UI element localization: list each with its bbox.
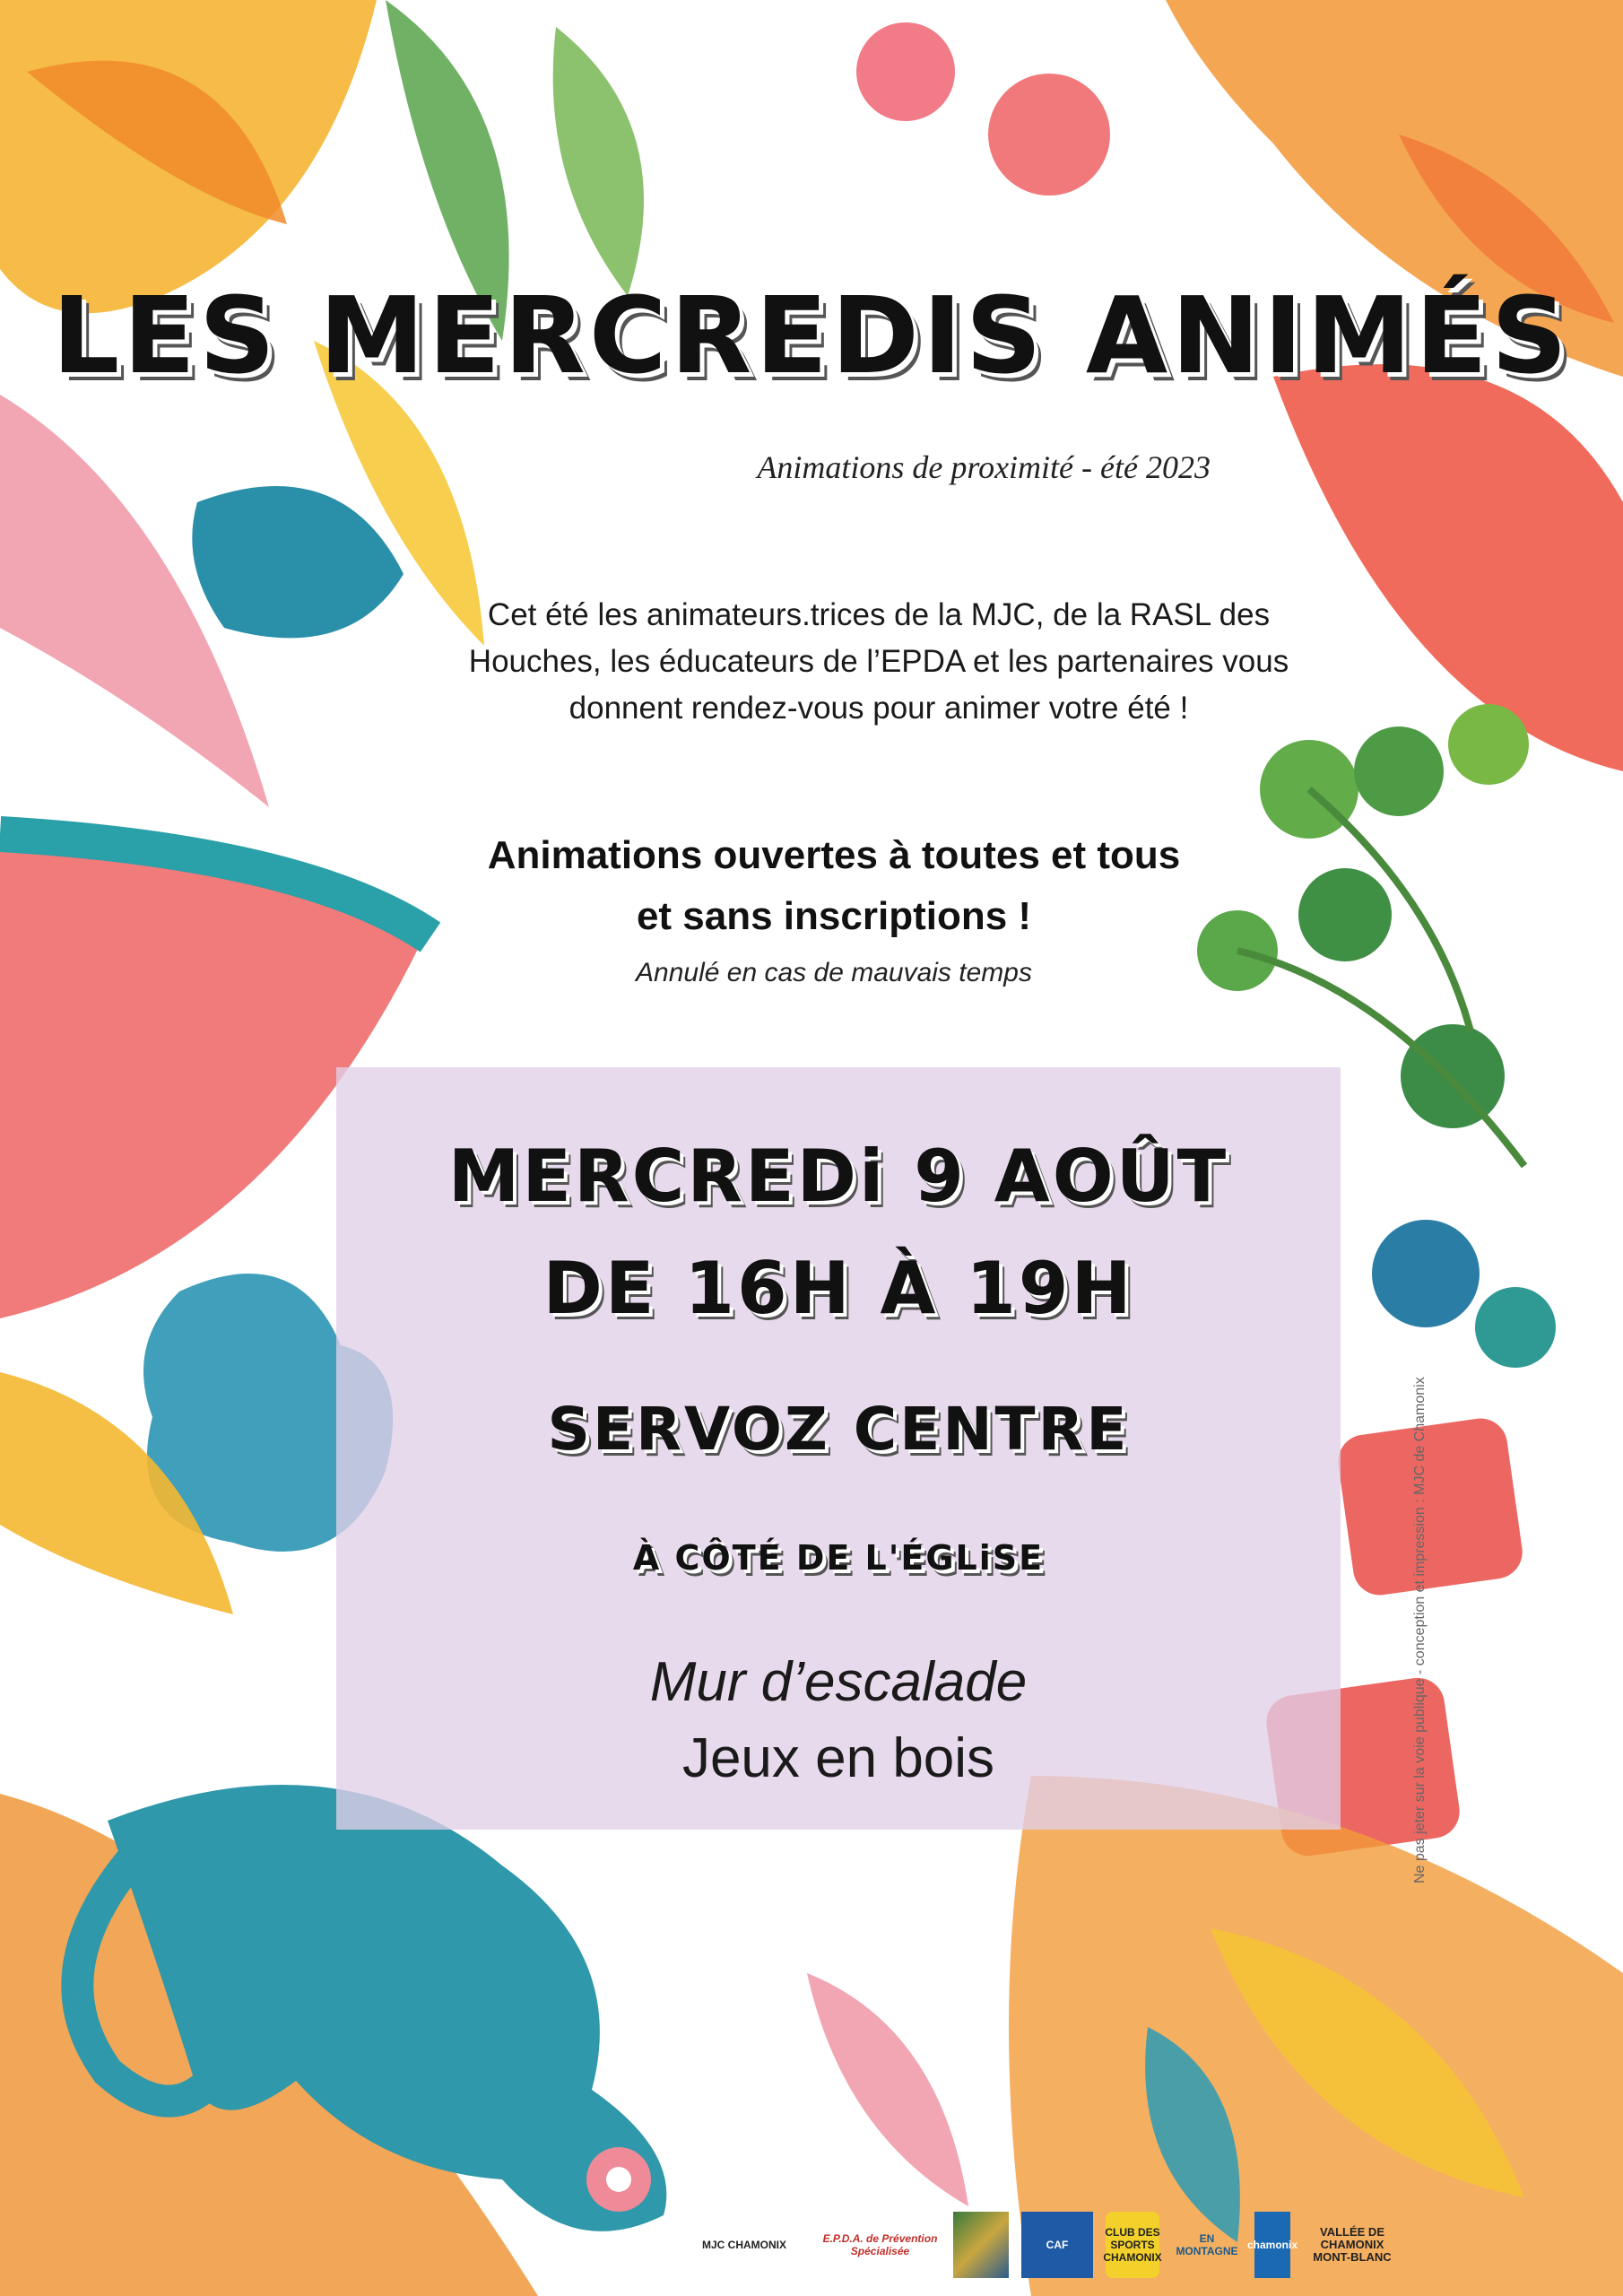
pink-leaf-bottom-mid xyxy=(807,1973,968,2206)
green-leaf-top-2 xyxy=(553,27,644,296)
page-title: LES MERCREDIS ANIMÉS xyxy=(52,274,1571,397)
activity-climbing-wall: Mur d’escalade xyxy=(649,1651,1028,1713)
event-time: DE 16H À 19H xyxy=(542,1247,1134,1330)
blue-berry-2 xyxy=(1475,1287,1556,1368)
en-montagne-logo: EN MONTAGNE xyxy=(1176,2232,1238,2257)
chameleon-pupil xyxy=(606,2167,631,2192)
caf-logo: CAF xyxy=(1021,2212,1093,2278)
open-line-2: et sans inscriptions ! xyxy=(636,894,1032,938)
intro-paragraph: Cet été les animateurs.trices de la MJC, de la RASL des Houches, les éducateurs de l’EPDA et les partenaires vous donnent rendez-vous pour animer votre été ! xyxy=(468,597,1289,726)
teal-leaf-top-left xyxy=(192,486,404,638)
subtitle: Animations de proximité - été 2023 xyxy=(757,449,1211,485)
green-leaf-ball-6 xyxy=(1448,704,1529,785)
photo-logo xyxy=(953,2212,1009,2278)
chamonix-logo: chamonix xyxy=(1254,2212,1290,2278)
cancel-note: Annulé en cas de mauvais temps xyxy=(636,958,1032,987)
green-leaf-ball-5 xyxy=(1401,1024,1505,1128)
mjc-logo: MJC CHAMONIX xyxy=(701,2239,786,2251)
print-credit: Ne pas jeter sur la voie publique - conception et impression : MJC de Chamonix xyxy=(1412,1377,1428,1883)
open-line-1: Animations ouvertes à toutes et tous xyxy=(487,833,1181,877)
cherry-left xyxy=(856,22,955,121)
red-leaf-right xyxy=(1273,364,1623,771)
open-to-all-text xyxy=(341,825,1327,947)
epda-logo: E.P.D.A. de Prévention Spécialisée xyxy=(822,2232,938,2257)
sunglasses-top xyxy=(1334,1415,1525,1599)
event-date: MERCREDi 9 AOÛT xyxy=(447,1135,1229,1218)
green-leaf-ball-2 xyxy=(1354,726,1444,816)
club-des-sports-logo: CLUB DES SPORTS CHAMONIX xyxy=(1106,2212,1159,2278)
event-place-detail: À CÔTÉ DE L'ÉGLiSE xyxy=(632,1538,1045,1578)
event-place: SERVOZ CENTRE xyxy=(547,1395,1130,1464)
partner-logos xyxy=(681,2188,1587,2278)
cherry-right xyxy=(988,74,1110,196)
blue-berry-1 xyxy=(1372,1220,1480,1327)
vallee-chamonix-logo: VALLÉE DE CHAMONIX MONT-BLANC xyxy=(1313,2225,1392,2264)
activity-wooden-games: Jeux en bois xyxy=(681,1727,995,1789)
